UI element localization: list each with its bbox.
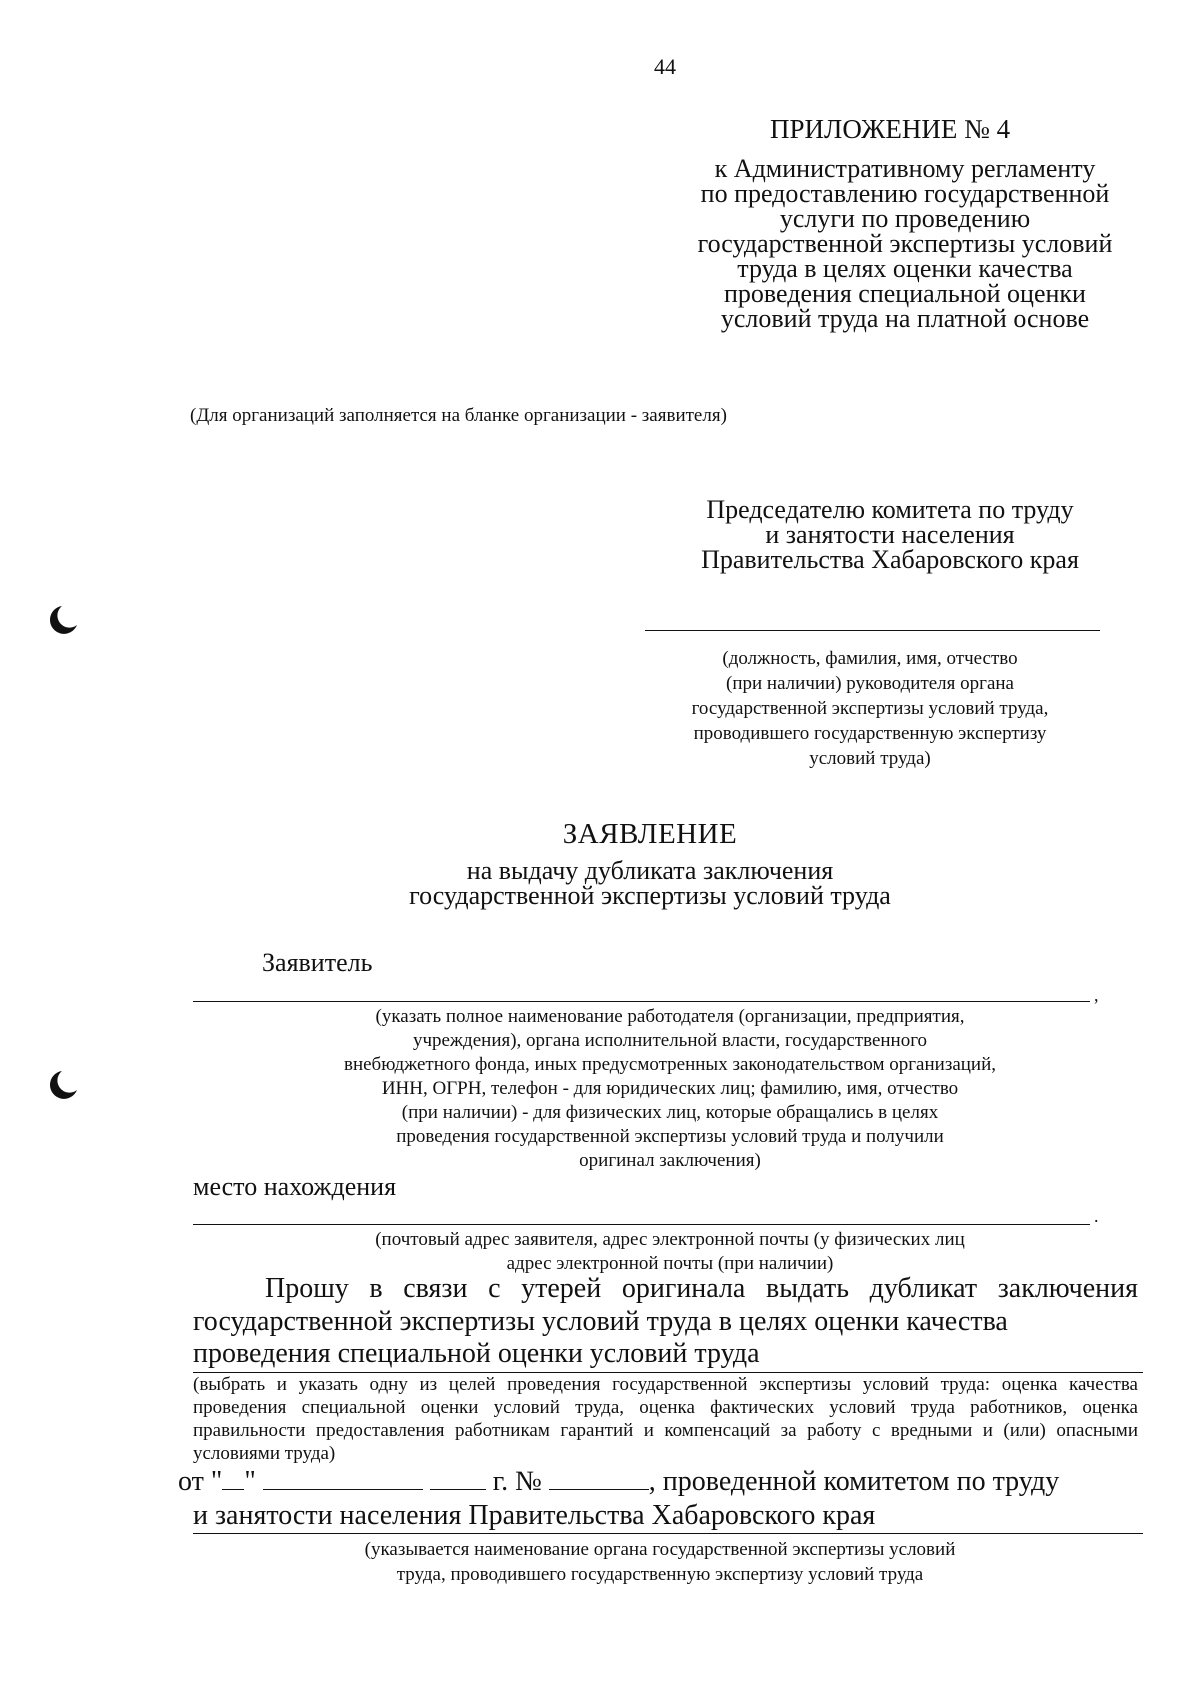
appendix-reference	[660, 156, 1150, 331]
organization-note: (Для организаций заполняется на бланке организации - заявителя)	[190, 405, 727, 426]
addressee-line: Правительства Хабаровского края	[701, 545, 1079, 574]
hint-line: государственной экспертизы условий труда,	[691, 698, 1049, 719]
appendix-title: ПРИЛОЖЕНИЕ № 4	[770, 114, 1011, 144]
appendix-line: к Административному регламенту	[714, 154, 1096, 183]
purpose-value: проведения специальной оценки условий труда	[193, 1338, 760, 1369]
hint-line: (указывается наименование органа государственной экспертизы условий	[364, 1539, 956, 1560]
quote-close: "	[244, 1466, 256, 1497]
appendix-line: проведения специальной оценки	[724, 279, 1086, 308]
hint-line: адрес электронной почты (при наличии)	[506, 1253, 834, 1274]
addressee-signature-field[interactable]	[645, 630, 1100, 631]
conclusion-reference-line	[178, 1466, 1143, 1498]
hint-line: условий труда)	[809, 748, 931, 769]
appendix-line: по предоставлению государственной	[700, 179, 1110, 208]
addressee-line: и занятости населения	[765, 520, 1015, 549]
hint-line: проведения государственной экспертизы условий труда и получили	[396, 1126, 944, 1147]
purpose-field-hint: (выбрать и указать одну из целей проведения государственной экспертизы условий труда: оценка качества проведения специальной оценки условий труда, оценка фактических условий труда работников, оценка правильности предоставления работникам гарантий и компенсаций за работу с вредными и (или) опасными условиями труда)	[193, 1374, 1138, 1464]
month-field[interactable]	[263, 1467, 423, 1490]
page-number: 44	[654, 54, 676, 79]
location-field-hint	[320, 1228, 1020, 1276]
day-field[interactable]	[222, 1467, 244, 1490]
hint-line: внебюджетного фонда, иных предусмотренных законодательством организаций,	[343, 1054, 997, 1075]
location-field-period: .	[1094, 1206, 1099, 1226]
appendix-line: государственной экспертизы условий	[697, 229, 1113, 258]
document-title: ЗАЯВЛЕНИЕ	[562, 818, 738, 850]
year-field[interactable]	[430, 1467, 486, 1490]
from-label: от	[178, 1466, 204, 1497]
location-label: место нахождения	[193, 1172, 397, 1201]
applicant-field-comma: ,	[1094, 985, 1099, 1005]
hint-line: ИНН, ОГРН, телефон - для юридических лиц; фамилию, имя, отчество	[381, 1078, 959, 1099]
subtitle-line: государственной экспертизы условий труда	[409, 881, 891, 910]
addressee-field-hint	[640, 646, 1100, 771]
applicant-field-hint	[300, 1005, 1040, 1173]
hint-line: учреждения), органа исполнительной власти, государственного	[412, 1030, 928, 1051]
hole-punch-mark	[46, 1068, 80, 1102]
addressee-line: Председателю комитета по труду	[706, 495, 1074, 524]
subtitle-line: на выдачу дубликата заключения	[466, 856, 834, 885]
request-paragraph: Прошу в связи с утерей оригинала выдать дубликат заключения государственной экспертизы условий труда в целях оценки качества	[193, 1273, 1138, 1337]
document-subtitle	[330, 858, 970, 908]
authority-field-hint	[320, 1537, 1000, 1587]
hint-line: (указать полное наименование работодателя (организации, предприятия,	[375, 1006, 965, 1027]
hint-line: (почтовый адрес заявителя, адрес электронной почты (у физических лиц	[375, 1229, 965, 1250]
conclusion-number-field[interactable]	[549, 1467, 649, 1490]
appendix-line: услуги по проведению	[779, 204, 1031, 233]
authority-value: и занятости населения Правительства Хабаровского края	[193, 1500, 876, 1531]
hint-line: (должность, фамилия, имя, отчество	[722, 648, 1018, 669]
authority-field[interactable]	[193, 1533, 1143, 1534]
quote-open: "	[210, 1466, 223, 1497]
hint-line: труда, проводившего государственную экспертизу условий труда	[396, 1564, 924, 1585]
year-number-label: г. №	[492, 1466, 542, 1497]
applicant-label: Заявитель	[262, 948, 373, 977]
location-field[interactable]	[193, 1224, 1090, 1225]
appendix-line: труда в целях оценки качества	[737, 254, 1073, 283]
hint-line: проводившего государственную экспертизу	[693, 723, 1047, 744]
appendix-line: условий труда на платной основе	[720, 304, 1090, 333]
applicant-field[interactable]	[193, 1001, 1090, 1002]
hint-line: (при наличии) руководителя органа	[726, 673, 1014, 694]
hint-line: (при наличии) - для физических лиц, которые обращались в целях	[401, 1102, 939, 1123]
authority-lead-text: , проведенной комитетом по труду	[648, 1466, 1060, 1497]
hole-punch-mark	[46, 603, 80, 637]
hint-line: оригинал заключения)	[579, 1150, 761, 1171]
addressee-block	[640, 497, 1140, 572]
